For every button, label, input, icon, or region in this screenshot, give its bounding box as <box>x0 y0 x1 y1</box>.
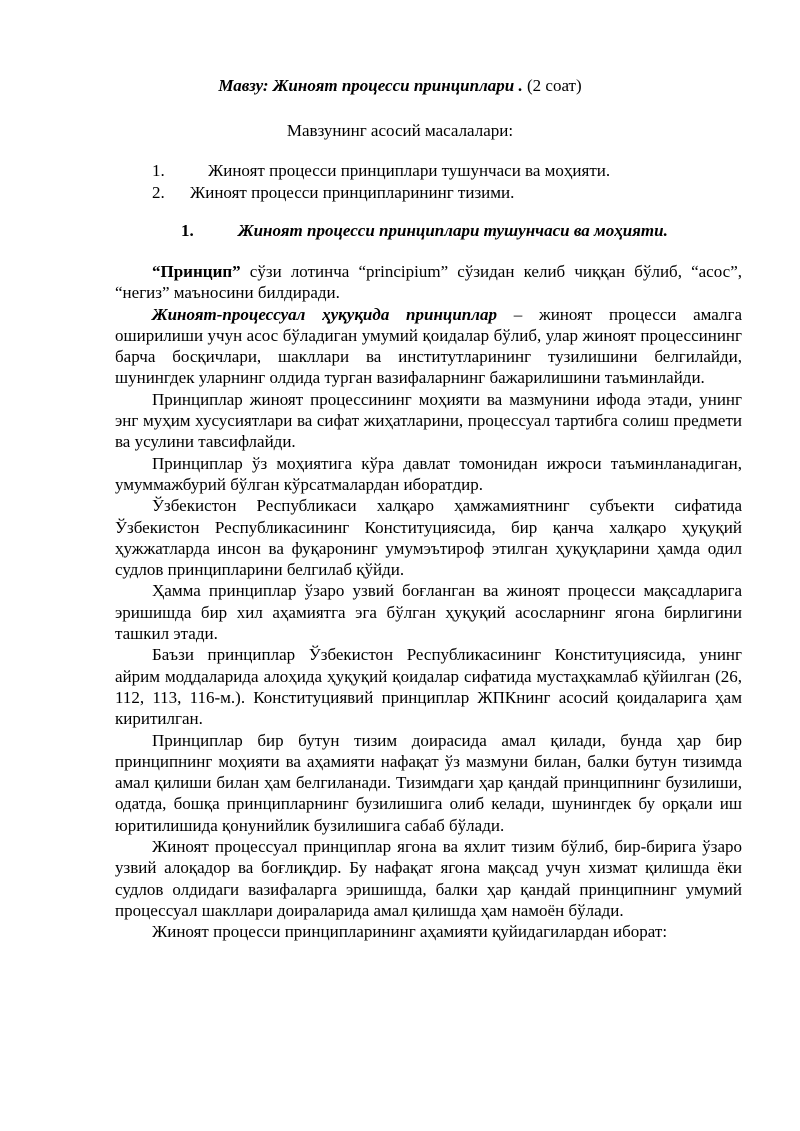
list-item <box>152 160 752 182</box>
section-title: Жиноят процесси принциплари тушунчаси ва моҳияти. <box>238 221 668 240</box>
paragraph: Принциплар бир бутун тизим доирасида амал қилади, бунда ҳар бир принципнинг моҳияти ва аҳамияти нафақат ўз мазмуни билан, балки бутун тизимда амал қилиши билан ҳам белгиланади. Тизимдаги ҳар қандай принципнинг бузилиши, одатда, бошқа принципларнинг бузилишига олиб келади, шунингдек бу орқали иш юритилишида қонунийлик бузилишига сабаб бўлади. <box>115 730 742 835</box>
document-body <box>115 261 742 943</box>
paragraph: Принциплар жиноят процессининг моҳияти ва мазмунини ифода этади, унинг энг муҳим хусусиятлари ва сифат жиҳатларини, процессуал тартибга солиш предмети ва усулини тавсифлайди. <box>115 389 742 452</box>
section-number: 1. <box>181 221 194 240</box>
title-hours: (2 соат) <box>527 76 582 95</box>
title-main: Мавзу: Жиноят процесси принциплари . <box>218 76 523 95</box>
list-item-text: Жиноят процесси принциплари тушунчаси ва моҳияти. <box>208 161 611 180</box>
topics-list <box>152 160 752 204</box>
paragraph: Жиноят процессуал принциплар ягона ва яхлит тизим бўлиб, бир-бирига ўзаро узвий алоқадор ва боғлиқдир. Бу нафақат ягона мақсад учун хизмат қилишда ёки судлов олдидаги вазифаларга эришишда, балки ҳар қандай принципнинг умумий процессуал шакллари доираларида амал қилишда ҳам намоён бўлади. <box>115 837 742 920</box>
paragraph-text: – жиноят процесси амалга оширилиши учун асос бўладиган умумий қоидалар бўлиб, улар жиноят процессининг барча босқичлари, шакллари ва институтларининг тузилишини белгилайди, шунингдек уларнинг олдида турган вазифаларнинг бажарилишини таъминлайди. <box>115 304 742 388</box>
list-item-number: 1. <box>152 161 165 180</box>
paragraph-term: “Принцип” <box>152 262 241 281</box>
paragraph: Принциплар ўз моҳиятига кўра давлат томонидан ижроси таъминланадиган, умуммажбурий бўлган кўрсатмалардан иборатдир. <box>115 453 742 494</box>
list-item-text: Жиноят процесси принципларининг тизими. <box>190 183 515 202</box>
paragraph: Жиноят процесси принципларининг аҳамияти қуйидагилардан иборат: <box>152 922 668 942</box>
paragraph <box>115 304 742 389</box>
paragraph: Ҳамма принциплар ўзаро узвий боғланган ва жиноят процесси мақсадларига эришишда бир хил аҳамиятга эга бўлган ҳуқуқий асосларнинг ягона бирлигини ташкил этади. <box>115 581 742 644</box>
paragraph-term: Жиноят-процессуал ҳуқуқида принциплар <box>152 304 497 324</box>
document-subtitle: Мавзунинг асосий масалалари: <box>286 121 514 140</box>
list-item <box>152 182 752 204</box>
paragraph: Ўзбекистон Республикаси халқаро ҳамжамиятнинг субъекти сифатида Ўзбекистон Республикасининг Конституциясида, бир қанча халқаро ҳуқуқий ҳужжатларда инсон ва фуқаронинг умумэътироф этилган ҳуқуқларини ҳамда одил судлов принципларини белгилаб қўйди. <box>115 496 742 580</box>
list-item-number: 2. <box>152 183 165 202</box>
paragraph-text: сўзи лотинча “principium” сўзидан келиб чиққан бўлиб, “асос”, “негиз” маъносини билдиради. <box>115 262 742 303</box>
paragraph <box>115 261 742 304</box>
paragraph: Баъзи принциплар Ўзбекистон Республикасининг Конституциясида, унинг айрим моддаларида алоҳида ҳуқуқий қоидалар сифатида мустаҳкамлаб қўйилган (26, 112, 113, 116-м.). Конституциявий принциплар ЖПКнинг асосий қоидаларига ҳам киритилган. <box>115 645 742 729</box>
document-title <box>0 76 800 96</box>
